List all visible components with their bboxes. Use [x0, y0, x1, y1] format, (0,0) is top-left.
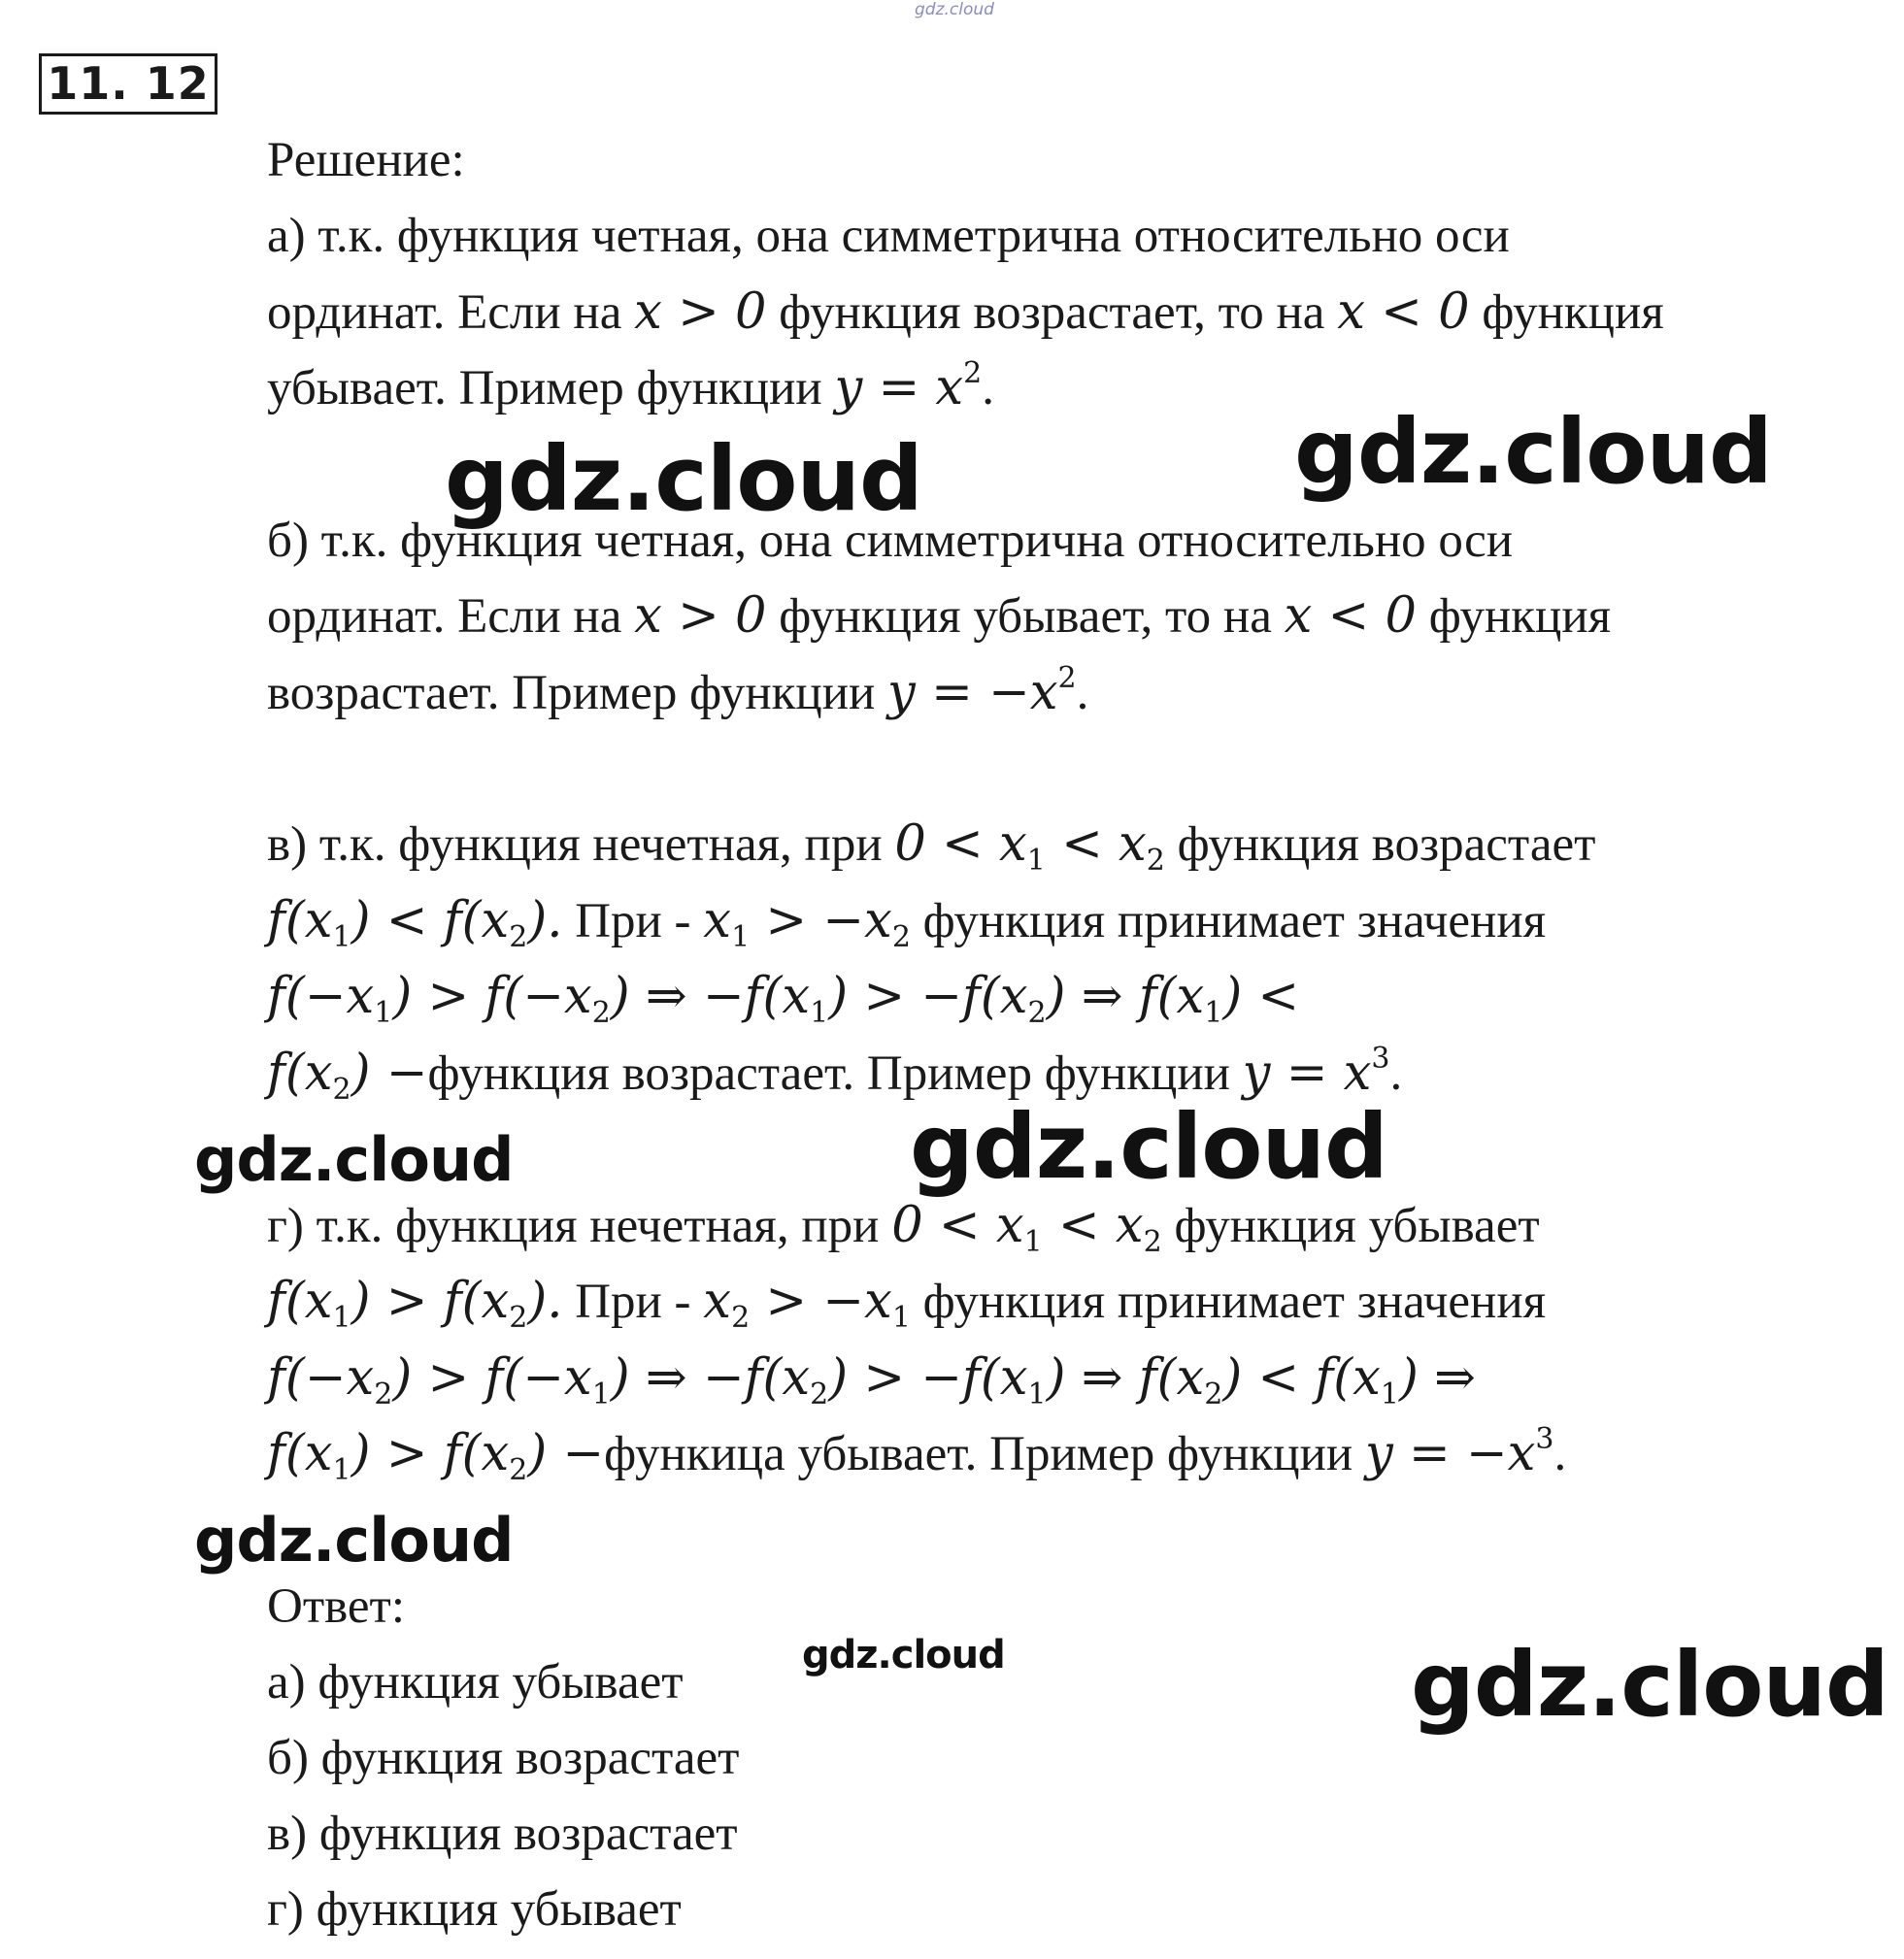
problem-number: 11. 12 [39, 53, 217, 115]
watermark: gdz.cloud [194, 1505, 514, 1576]
watermark: gdz.cloud [802, 1633, 1005, 1677]
watermark: gdz.cloud [445, 427, 922, 531]
answer-item-b: б) функция возрастает [267, 1731, 740, 1785]
part-b-line-1: б) т.к. функция четная, она симметрична относительно оси [267, 514, 1514, 568]
part-v-line-2: $f(x_1) < f(x_2)$. При - $x_1 > -x_2$ функция принимает значения [267, 892, 1547, 954]
answer-item-a: а) функция убывает [267, 1655, 684, 1710]
part-g-line-2: $f(x_1) > f(x_2)$. При - $x_2 > -x_1$ функция принимает значения [267, 1273, 1547, 1335]
answer-item-v: в) функция возрастает [267, 1807, 738, 1861]
answer-heading: Ответ: [267, 1579, 405, 1634]
part-g-line-3: $f(-x_2) > f(-x_1)$ ⇒ $-f(x_2) > -f(x_1)$ ⇒ $f(x_2) < f(x_1)$ ⇒ [267, 1349, 1476, 1411]
part-v-line-1: в) т.к. функция нечетная, при $0 < x_1 < x_2$ функция возрастает [267, 815, 1596, 878]
part-v-line-3: $f(-x_1) > f(-x_2)$ ⇒ $-f(x_1) > -f(x_2)$ ⇒ $f(x_1)$ < [267, 968, 1300, 1030]
solution-heading: Решение: [267, 133, 465, 187]
part-g-line-4: $f(x_1) > f(x_2)$ −функица убывает. Пример функции $y = -x^3$. [267, 1422, 1567, 1487]
answer-item-g: г) функция убывает [267, 1882, 682, 1937]
part-a-line-2: ординат. Если на x > 0 функция возрастает, то на x < 0 функция [267, 283, 1664, 341]
watermark: gdz.cloud [194, 1124, 514, 1195]
part-b-line-2: ординат. Если на x > 0 функция убывает, то на x < 0 функция [267, 587, 1612, 645]
watermark: gdz.cloud [910, 1095, 1387, 1199]
part-a-line-1: а) т.к. функция четная, она симметрична относительно оси [267, 209, 1510, 263]
watermark: gdz.cloud [1411, 1633, 1888, 1737]
watermark: gdz.cloud [1294, 400, 1772, 504]
part-b-line-3: возрастает. Пример функции $y = -x^2$. [267, 661, 1089, 721]
watermark-top: gdz.cloud [915, 0, 994, 19]
part-g-line-1: г) т.к. функция нечетная, при $0 < x_1 < x_2$ функция убывает [267, 1197, 1540, 1259]
part-v-line-4: $f(x_2)$ −функция возрастает. Пример функции $y = x^3$. [267, 1042, 1403, 1107]
part-a-line-3: убывает. Пример функции $y = x^2$. [267, 356, 995, 416]
